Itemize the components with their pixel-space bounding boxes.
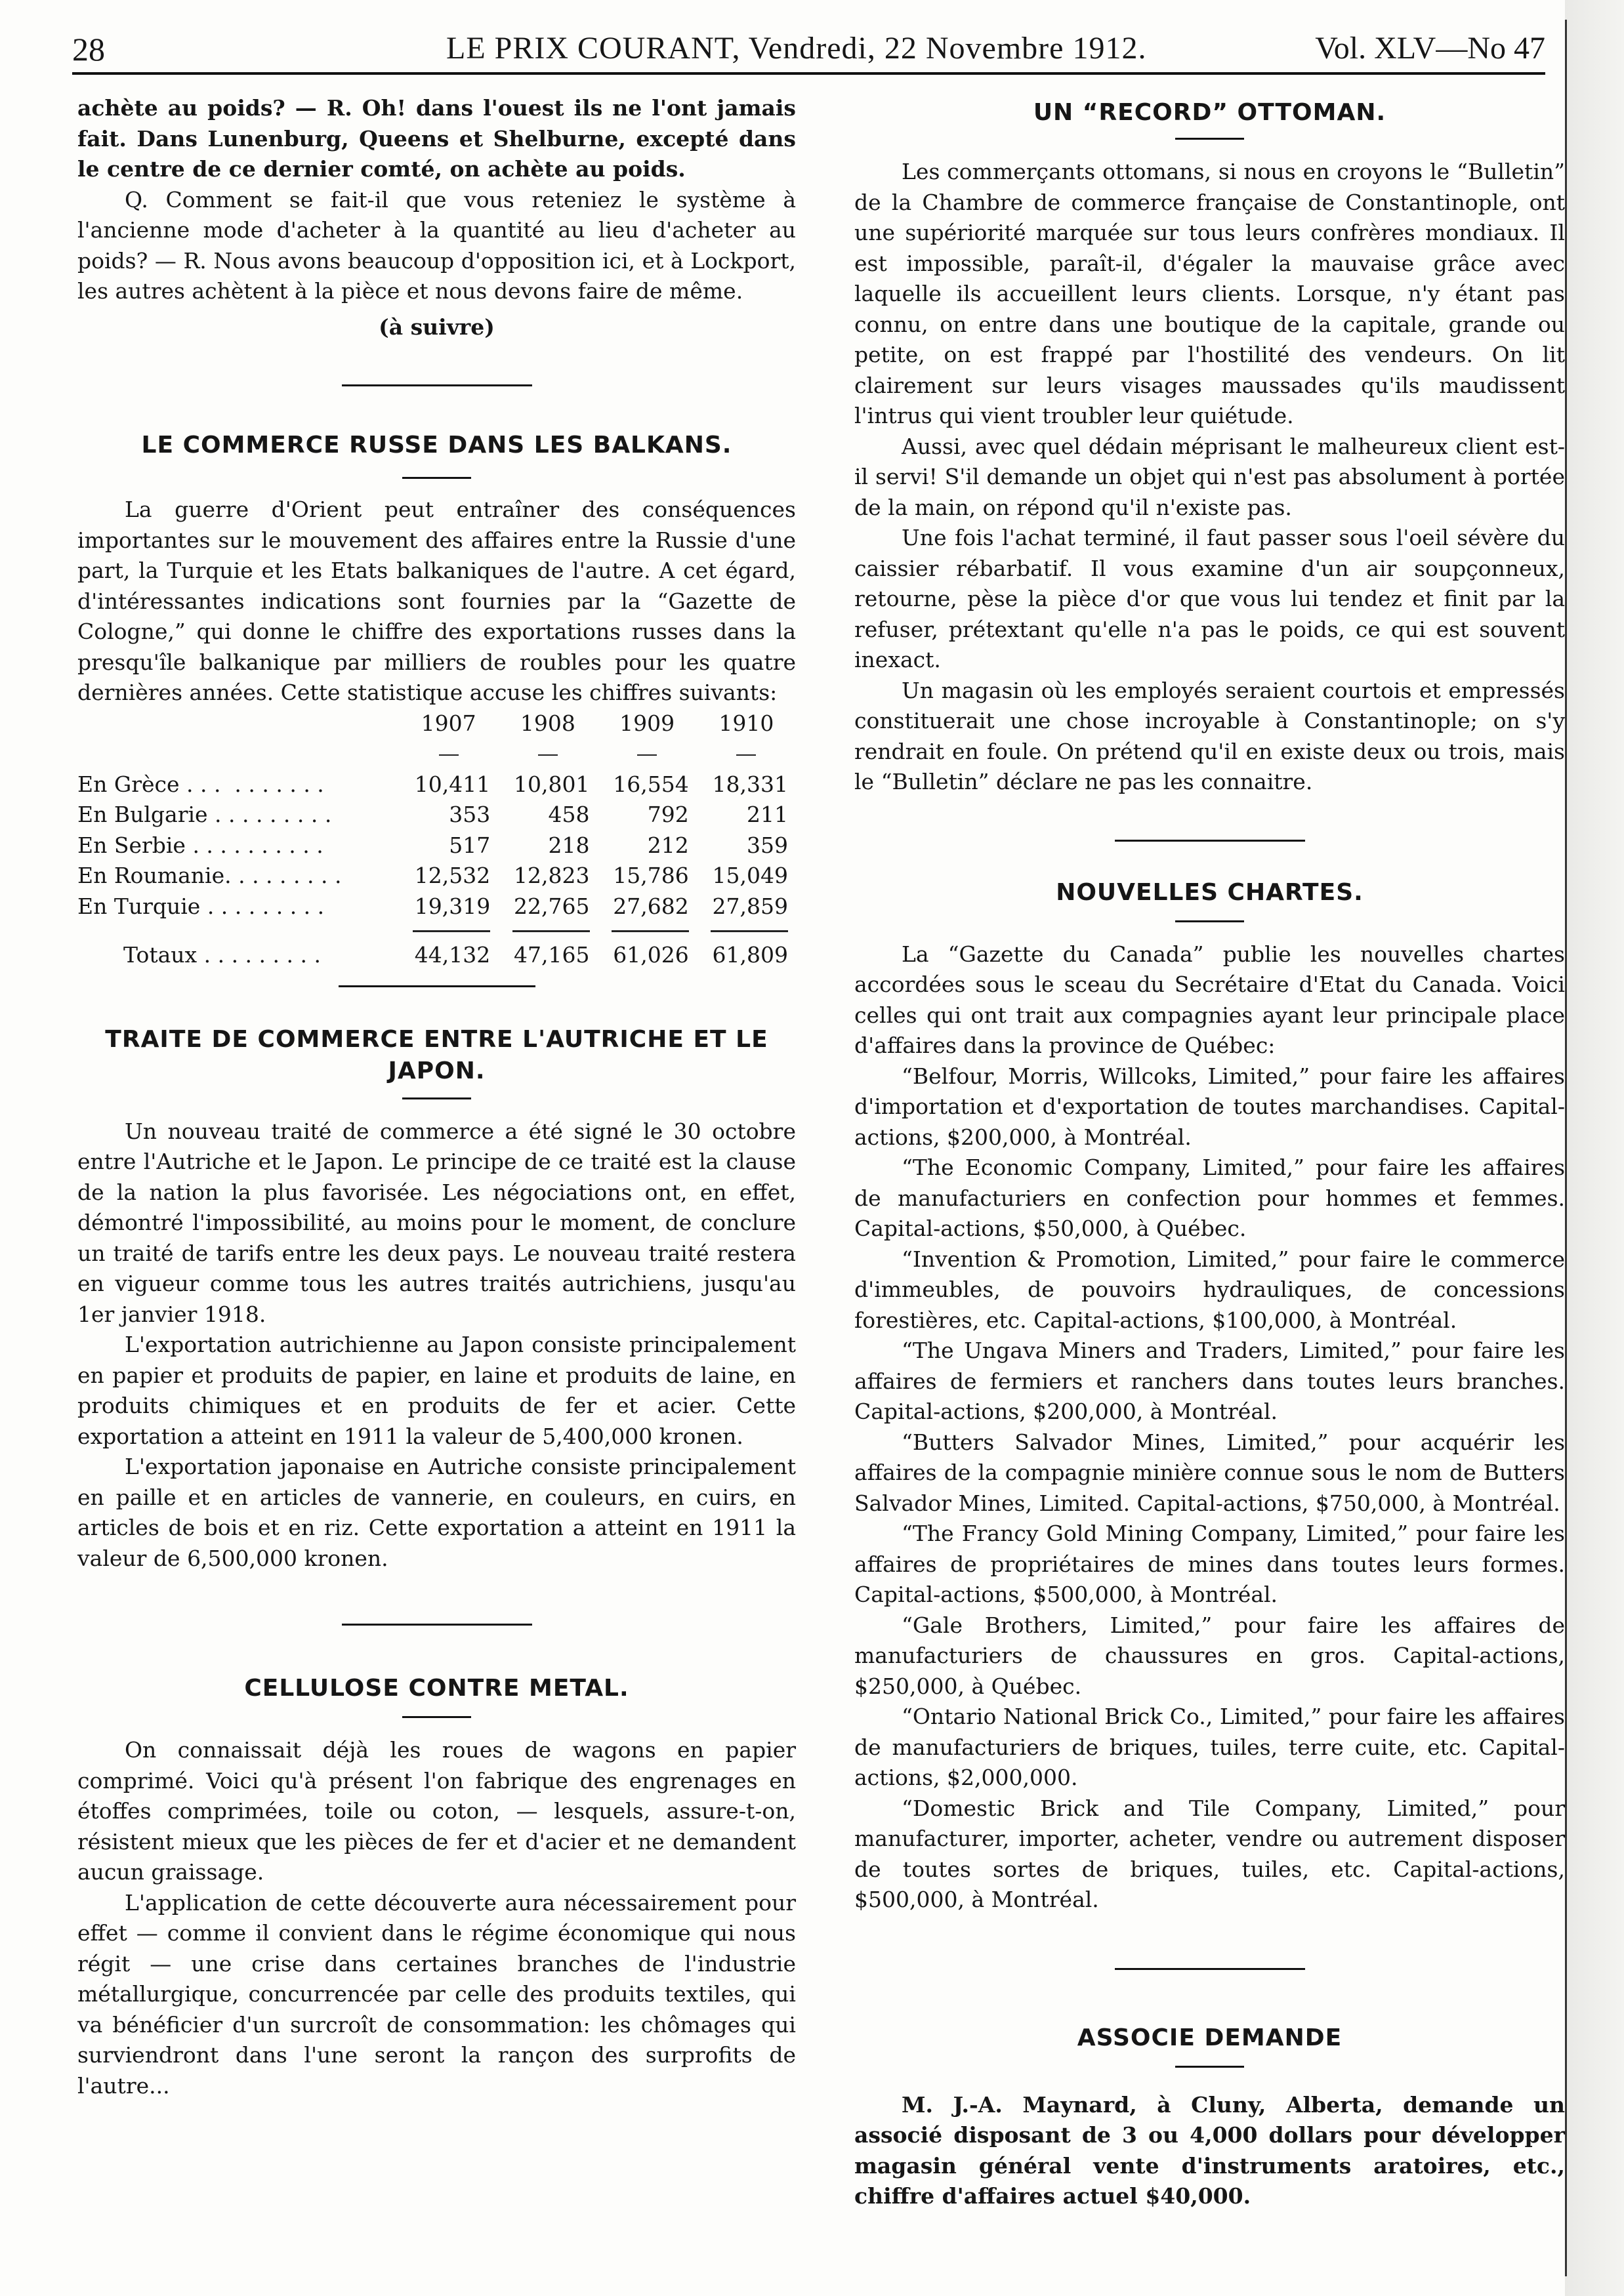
table-header-row xyxy=(77,708,796,739)
article-title-associe: ASSOCIE DEMANDE xyxy=(1077,2024,1343,2051)
charter-item: “The Francy Gold Mining Company, Limited,” pour faire les affaires de propriétaires de mines dans toutes leurs formes. Capital-actions, $500,000, à Montréal. xyxy=(854,1521,1565,1607)
intro-paragraph-1: achète au poids? — R. Oh! dans l'ouest ils ne l'ont jamais fait. Dans Lunenburg, Queens et Shelburne, excepté dans le centre de ce dernier comté, on achète au poids. xyxy=(77,95,796,182)
right-column xyxy=(854,93,1565,2212)
title-rule xyxy=(1175,138,1244,140)
year-header: 1908 xyxy=(520,710,575,736)
article-body-cellulose-2: L'application de cette découverte aura nécessairement pour effet — comme il convient dans le régime économique qui nous régit — une crise dans certaines branches de l'industrie métallurgique, concurrencée par celle des produits textiles, qui va bénéficier d'un surcroît de consommation: les chômages qui surviendront dans l'une seront la rançon des surprofits de l'autre... xyxy=(77,1889,796,2099)
header-rule xyxy=(72,72,1545,75)
page-number: 28 xyxy=(72,31,105,68)
country-label: En Grèce . . . . . . . . . . xyxy=(77,771,324,797)
table-cell: 12,532 xyxy=(414,863,491,888)
article-body-record-2: Aussi, avec quel dédain méprisant le malheureux client est-il servi! S'il demande un objet qui n'est pas absolument à portée de la main, on répond qu'il n'existe pas. xyxy=(854,433,1565,520)
article-body-cellulose-1: On connaissait déjà les roues de wagons en papier comprimé. Voici qu'à présent l'on fabrique des engrenages en étoffes comprimées, toile ou coton, — lesquels, assure-t-on, résistent mieux que les pièces de fer et d'acier et ne demandent aucun graissage. xyxy=(77,1737,796,1885)
article-title-chartes: NOUVELLES CHARTES. xyxy=(1056,878,1364,906)
left-column xyxy=(77,93,796,2101)
table-cell: 10,801 xyxy=(514,771,590,797)
article-title-record: UN “RECORD” OTTOMAN. xyxy=(1033,99,1386,126)
header-dash-row xyxy=(77,739,796,769)
volume-number: Vol. XLV—No 47 xyxy=(1315,31,1545,66)
country-label: En Bulgarie . . . . . . . . . xyxy=(77,802,332,827)
charter-item: “The Ungava Miners and Traders, Limited,” pour faire les affaires de fermiers et ranchers dans toutes leurs branches. Capital-actions, $200,000, à Montréal. xyxy=(854,1338,1565,1424)
masthead-title: LE PRIX COURANT, Vendredi, 22 Novembre 1912. xyxy=(446,31,1147,66)
country-label: En Turquie . . . . . . . . . xyxy=(77,893,325,919)
table-cell: 792 xyxy=(647,802,689,827)
title-rule xyxy=(402,1716,471,1718)
table-cell: 212 xyxy=(647,832,689,858)
article-title-traite: TRAITE DE COMMERCE ENTRE L'AUTRICHE ET LE JAPON. xyxy=(105,1025,768,1084)
table-cell: 22,765 xyxy=(514,893,590,919)
year-header: 1907 xyxy=(421,710,476,736)
country-label: En Roumanie. . . . . . . . . xyxy=(77,863,342,888)
table-cell: 353 xyxy=(449,802,491,827)
year-header: 1909 xyxy=(619,710,675,736)
table-row xyxy=(77,892,796,922)
charter-item: “Ontario National Brick Co., Limited,” pour faire les affaires de manufacturiers de briques, tuiles, terre cuite, etc. Capital-actions, $2,000,000. xyxy=(854,1704,1565,1790)
total-cell: 61,809 xyxy=(712,942,788,968)
export-statistics-table xyxy=(77,708,796,971)
table-cell: 19,319 xyxy=(414,893,491,919)
year-header: 1910 xyxy=(718,710,774,736)
total-cell: 47,165 xyxy=(514,942,590,968)
title-rule xyxy=(1175,2066,1244,2068)
table-cell: 517 xyxy=(449,832,491,858)
table-cell: 12,823 xyxy=(514,863,590,888)
section-separator xyxy=(1115,840,1305,842)
table-cell: 15,786 xyxy=(613,863,689,888)
country-label: En Serbie . . . . . . . . . . xyxy=(77,832,323,858)
title-rule xyxy=(402,477,471,479)
charter-item: “Belfour, Morris, Willcoks, Limited,” pour faire les affaires d'importation et d'exportation de toutes marchandises. Capital-actions, $200,000, à Montréal. xyxy=(854,1063,1565,1150)
article-body-russe: La guerre d'Orient peut entraîner des conséquences importantes sur le mouvement des affaires entre la Russie d'une part, la Turquie et les Etats balkaniques de l'autre. A cet égard, d'intéressantes indications sont fournies par la “Gazette de Cologne,” qui donne le chiffre des exportations russes dans la presqu'île balkanique par milliers de roubles pour les quatre dernières années. Cette statistique accuse les chiffres suivants: xyxy=(77,497,796,705)
table-row xyxy=(77,769,796,800)
article-body-chartes-intro: La “Gazette du Canada” publie les nouvelles chartes accordées sous le sceau du Secrétaire d'Etat du Canada. Voici celles qui ont trait aux compagnies ayant leur principale place d'affaires dans la province de Québec: xyxy=(854,941,1565,1058)
article-body-traite-2: L'exportation autrichienne au Japon consiste principalement en papier et produits de papier, en laine et produits de laine, en produits chimiques et en produits de fer et acier. Cette exportation a atteint en 1911 la valeur de 5,400,000 kronen. xyxy=(77,1332,796,1449)
charter-item: “The Economic Company, Limited,” pour faire les affaires de manufacturiers en confection pour hommes et femmes. Capital-actions, $50,000, à Québec. xyxy=(854,1155,1565,1241)
charter-item: “Gale Brothers, Limited,” pour faire les affaires de manufacturiers de chaussures en gros. Capital-actions, $250,000, à Québec. xyxy=(854,1612,1565,1699)
table-cell: 18,331 xyxy=(712,771,788,797)
article-title-russe: LE COMMERCE RUSSE DANS LES BALKANS. xyxy=(141,432,732,459)
total-rule-row xyxy=(77,922,796,940)
totals-row xyxy=(77,940,796,971)
article-body-traite-3: L'exportation japonaise en Autriche consiste principalement en paille et en articles de vannerie, en couleurs, en cuirs, en articles de bois et en riz. Cette exportation a atteint en 1911 la valeur de 6,500,000 kronen. xyxy=(77,1454,796,1571)
table-cell: 16,554 xyxy=(613,771,689,797)
section-separator xyxy=(339,985,535,987)
table-row xyxy=(77,800,796,830)
total-cell: 44,132 xyxy=(414,942,491,968)
page-header xyxy=(72,18,1545,77)
section-separator xyxy=(342,384,532,386)
charter-item: “Butters Salvador Mines, Limited,” pour acquérir les affaires de la compagnie minière connue sous le nom de Butters Salvador Mines, Limited. Capital-actions, $750,000, à Montréal. xyxy=(854,1429,1565,1516)
table-cell: 211 xyxy=(747,802,788,827)
to-follow-note: (à suivre) xyxy=(379,314,495,340)
intro-paragraph-2: Q. Comment se fait-il que vous reteniez le système à l'ancienne mode d'acheter à la quantité au lieu d'acheter au poids? — R. Nous avons beaucoup d'opposition ici, et à Lockport, les autres achètent à la pièce et nous devons faire de même. xyxy=(77,186,796,304)
section-separator xyxy=(342,1624,532,1626)
total-cell: 61,026 xyxy=(613,942,689,968)
table-cell: 27,682 xyxy=(613,893,689,919)
table-cell: 458 xyxy=(548,802,590,827)
adjacent-page-edge xyxy=(1565,0,1624,2296)
article-body-traite-1: Un nouveau traité de commerce a été signé le 30 octobre entre l'Autriche et le Japon. Le principe de ce traité est la clause de la nation la plus favorisée. Les négociations ont, en effet, démontré l'impossibilité, au moins pour le moment, de conclure un traité de tarifs entre les deux pays. Le nouveau traité restera en vigueur comme tous les autres traités autrichiens, jusqu'au 1er janvier 1918. xyxy=(77,1118,796,1327)
section-separator xyxy=(1115,1968,1305,1970)
table-cell: 359 xyxy=(747,832,788,858)
charter-item: “Domestic Brick and Tile Company, Limited,” pour manufacturer, importer, acheter, vendre ou autrement disposer de toutes sortes de briques, tuiles, etc. Capital-actions, $500,000, à Montréal. xyxy=(854,1795,1565,1912)
table-row xyxy=(77,861,796,892)
table-cell: 15,049 xyxy=(712,863,788,888)
table-row xyxy=(77,830,796,861)
title-rule xyxy=(402,1097,471,1099)
table-cell: 10,411 xyxy=(414,771,491,797)
article-title-cellulose: CELLULOSE CONTRE METAL. xyxy=(244,1675,629,1702)
title-rule xyxy=(1175,920,1244,922)
article-body-record-4: Un magasin où les employés seraient courtois et empressés constituerait une chose incroyable à Constantinople; on s'y rendrait en foule. On prétend qu'il en existe deux ou trois, mais le “Bulletin” déclare ne pas les connaitre. xyxy=(854,677,1565,794)
table-cell: 27,859 xyxy=(712,893,788,919)
page-binding-line xyxy=(1565,20,1567,2276)
article-body-associe: M. J.-A. Maynard, à Cluny, Alberta, demande un associé disposant de 3 ou 4,000 dollars pour développer magasin général vente d'instruments aratoires, etc., chiffre d'affaires actuel $40,000. xyxy=(854,2091,1565,2209)
article-body-record-1: Les commerçants ottomans, si nous en croyons le “Bulletin” de la Chambre de commerce française de Constantinople, ont une supériorité marquée sur tous leurs confrères mondiaux. Il est impossible, paraît-il, d'égaler la mauvaise grâce avec laquelle ils accueillent leurs clients. Lorsque, n'y étant pas connu, on entre dans une boutique de la capitale, grande ou petite, on est frappé par l'hostilité des vendeurs. On lit clairement sur leurs visages maussades qu'ils maudissent l'intrus qui vient troubler leur quiétude. xyxy=(854,159,1565,428)
article-body-record-3: Une fois l'achat terminé, il faut passer sous l'oeil sévère du caissier rébarbatif. Il vous examine d'un air soupçonneux, retourne, pèse la pièce d'or que vous lui tendez et finit par la refuser, prétextant qu'elle n'a pas le poids, ce qui est souvent inexact. xyxy=(854,525,1565,672)
charter-item: “Invention & Promotion, Limited,” pour faire le commerce d'immeubles, de pouvoirs hydrauliques, de concessions forestières, etc. Capital-actions, $100,000, à Montréal. xyxy=(854,1246,1565,1333)
table-cell: 218 xyxy=(548,832,590,858)
totals-label: Totaux . . . . . . . . . xyxy=(123,942,321,968)
